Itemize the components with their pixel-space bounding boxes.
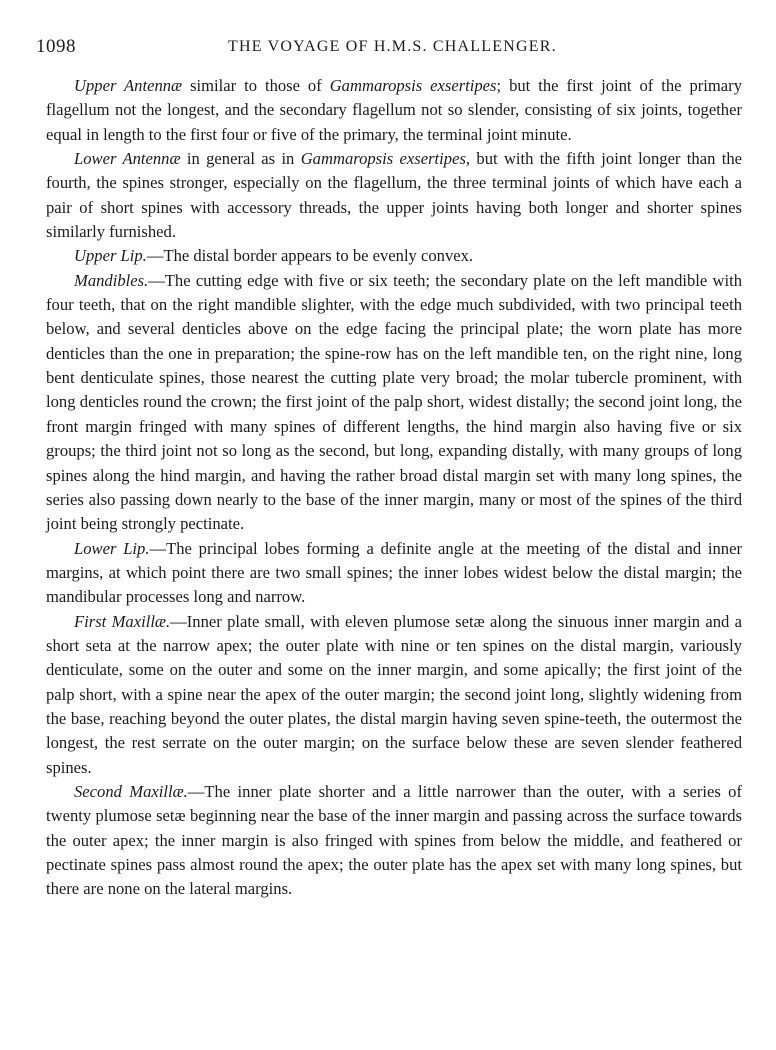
paragraph-lead: Lower Antennæ [74, 149, 181, 169]
paragraph-text: —The cutting edge with five or six teeth; the secondary plate on the left mandible with four teeth, that on the right mandible slighter, with the edge much subdivided, with two principal teeth below, and several denticles above on the edge facing the principal plate; the worn plate has more denticles than the one in preparation; the spine-row has on the left mandible ten, on the right nine, long bent denticulate spines, those nearest the cutting plate very broad; the molar tubercle prominent, with long denticles round the crown; the first joint of the palp short, widest distally; the second joint long, the front margin fringed with many spines of different lengths, the hind margin also having five or six groups; the third joint not so long as the second, but long, expanding distally, with many groups of long spines along the hind margin, and having the rather broad distal margin set with many long spines, the series also passing down nearly to the base of the inner margin, many or most of the spines of the third joint being strongly pectinate. [46, 270, 742, 534]
page-number: 1098 [36, 36, 76, 57]
paragraph-text: —The principal lobes forming a definite angle at the meeting of the distal and inner margins, at which point there are two small spines; the inner lobes widest below the distal margin; the mandibular processes long and narrow. [46, 538, 742, 607]
paragraph-upper-lip [46, 244, 742, 268]
page-header [36, 36, 746, 60]
paragraph-upper-antennae [46, 74, 742, 147]
paragraph-lower-antennae [46, 147, 742, 244]
paragraph-text: ; but the first joint of the primary flagellum not the longest, and the secondary flagellum not so slender, consisting of six joints, together equal in length to the first four or five of the primary, the terminal joint minute. [46, 76, 742, 144]
paragraph-lead: Second Maxillæ. [74, 781, 188, 801]
paragraph-lead: First Maxillæ. [74, 611, 171, 631]
running-title: THE VOYAGE OF H.M.S. CHALLENGER. [228, 38, 557, 55]
paragraph-lower-lip [46, 537, 742, 610]
paragraph-lead: Lower Lip. [74, 538, 150, 558]
paragraph-mandibles [46, 269, 742, 537]
paragraph-text: —The inner plate shorter and a little narrower than the outer, with a series of twenty plumose setæ beginning near the base of the inner margin and passing across the surface towards the outer apex; the inner margin is also fringed with spines from below the middle, and feathered or pectinate spines pass almost round the apex; the outer plate has the apex set with many long spines, but there are none on the lateral margins. [46, 781, 742, 899]
paragraph-text: similar to those of [182, 76, 330, 95]
paragraph-lead: Mandibles. [74, 270, 149, 290]
paragraph-lead: Upper Antennæ [74, 76, 183, 95]
paragraph-text: —Inner plate small, with eleven plumose setæ along the sinuous inner margin and a short seta at the narrow apex; the outer plate with nine or ten spines on the distal margin, variously denticulate, some on the outer and some on the inner margin, and some apically; the first joint of the palp short, with a spine near the apex of the outer margin; the second joint long, slightly widening from the base, reaching beyond the outer plates, the distal margin having seven spine-teeth, the outermost the longest, the rest serrate on the outer margin; on the surface below these are seven slender feathered spines. [46, 611, 743, 777]
paragraph-first-maxillae [46, 610, 742, 780]
paragraph-text: , but with the fifth joint longer than the fourth, the spines stronger, especially on the flagellum, the three terminal joints of which have each a pair of short spines with accessory threads, the upper joints having both longer and shorter spines similarly furnished. [46, 149, 742, 242]
paragraph-text: —The distal border appears to be evenly convex. [146, 246, 474, 266]
body-text [46, 74, 742, 902]
species-name: Gammaropsis exsertipes [300, 149, 466, 169]
paragraph-lead: Upper Lip. [74, 246, 147, 266]
species-name: Gammaropsis exsertipes [329, 76, 497, 95]
paragraph-second-maxillae [46, 780, 742, 902]
paragraph-text: in general as in [180, 149, 301, 169]
